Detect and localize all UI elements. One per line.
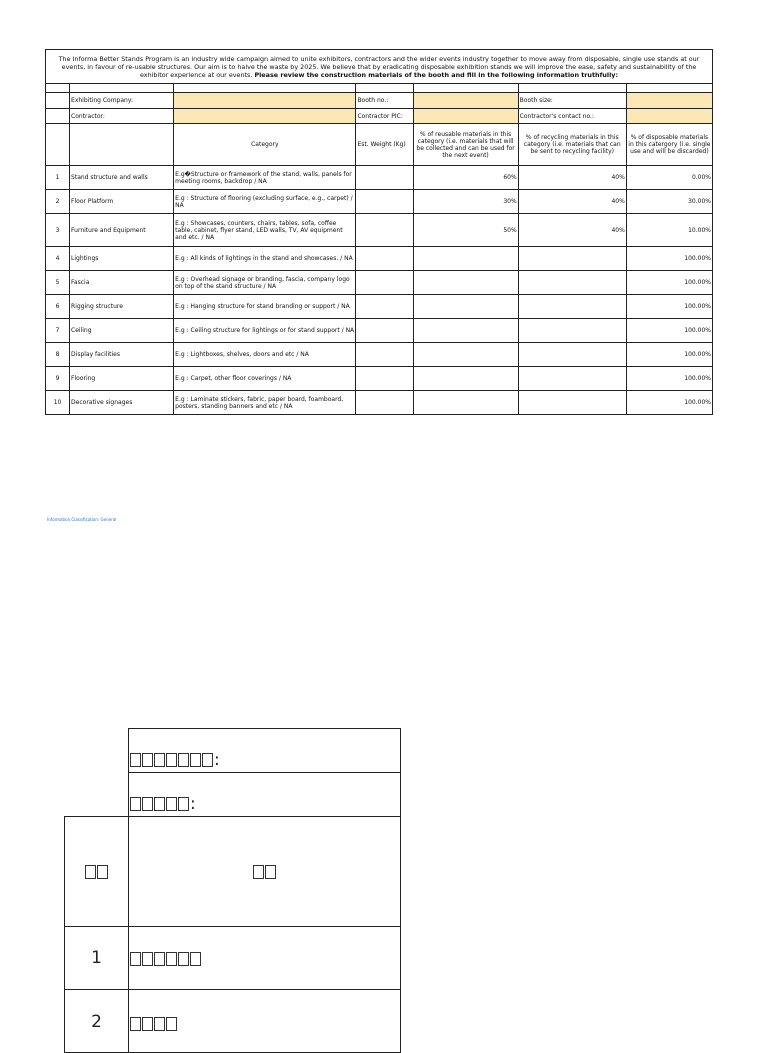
intro-instruction: Please review the construction materials of the booth and fill in the following information truthfully:	[254, 70, 619, 79]
row-reusable-percent[interactable]	[413, 247, 518, 271]
row-recycling-percent[interactable]	[518, 391, 626, 415]
row-weight-input[interactable]	[356, 214, 413, 247]
row-category-name: Decorative signages	[70, 391, 174, 415]
chinese-form-fragment	[64, 728, 401, 1053]
row-weight-input[interactable]	[356, 271, 413, 295]
row-reusable-percent[interactable]	[413, 295, 518, 319]
row-number: 10	[46, 391, 70, 415]
cn-row-2-no: 2	[65, 990, 129, 1053]
row-weight-input[interactable]	[356, 319, 413, 343]
table-row	[46, 214, 713, 247]
row-reusable-percent[interactable]: 50%	[413, 214, 518, 247]
row-number: 5	[46, 271, 70, 295]
row-recycling-percent[interactable]	[518, 319, 626, 343]
row-disposable-percent: 100.00%	[626, 319, 712, 343]
row-disposable-percent: 100.00%	[626, 367, 712, 391]
row-category-example: E.g : Structure of flooring (excluding surface, e.g., carpet) / NA	[174, 190, 356, 214]
row-recycling-percent[interactable]: 40%	[518, 190, 626, 214]
row-category-example: E.g�Structure or framework of the stand, walls, panels for meeting rooms, backdrop / NA	[174, 166, 356, 190]
row-weight-input[interactable]	[356, 247, 413, 271]
exhibiting-company-input[interactable]	[174, 93, 356, 109]
row-disposable-percent: 100.00%	[626, 391, 712, 415]
row-number: 2	[46, 190, 70, 214]
category-header: Category	[174, 124, 356, 166]
intro-text	[46, 50, 713, 84]
table-row	[46, 190, 713, 214]
row-number: 3	[46, 214, 70, 247]
table-row	[46, 391, 713, 415]
stand-materials-form	[45, 49, 713, 415]
row-reusable-percent[interactable]: 30%	[413, 190, 518, 214]
row-disposable-percent: 100.00%	[626, 343, 712, 367]
table-row	[46, 319, 713, 343]
cn-category-header	[129, 817, 401, 927]
table-row	[46, 247, 713, 271]
row-reusable-percent[interactable]	[413, 343, 518, 367]
booth-size-label: Booth size:	[518, 93, 626, 109]
cn-row-1-no: 1	[65, 927, 129, 990]
row-weight-input[interactable]	[356, 166, 413, 190]
row-number: 6	[46, 295, 70, 319]
recycling-header: % of recycling materials in this category (i.e. materials that can be sent to recycling facility)	[518, 124, 626, 166]
row-disposable-percent: 10.00%	[626, 214, 712, 247]
row-category-example: E.g : Showcases, counters, chairs, tables, sofa, coffee table, cabinet, flyer stand, LED walls, TV, AV equipment and etc. / NA	[174, 214, 356, 247]
row-weight-input[interactable]	[356, 391, 413, 415]
table-row	[46, 343, 713, 367]
contractor-pic-input[interactable]	[413, 109, 518, 124]
table-row	[46, 271, 713, 295]
row-category-name: Floor Platform	[70, 190, 174, 214]
row-recycling-percent[interactable]	[518, 247, 626, 271]
cn-row-2-category	[129, 990, 401, 1053]
row-number: 1	[46, 166, 70, 190]
intro-body: The Informa Better Stands Program is an industry wide campaign aimed to unite exhibitors, contractors and the wider events industry together to move away from disposable, single use stands at our events, in favour of re-usable structures. Our aim is to halve the waste by 2025. We believe that by eradicating disposable exhibition stands we will improve the ease, safety and sustainability of the exhibitor experience at our events.	[58, 54, 700, 79]
row-weight-input[interactable]	[356, 295, 413, 319]
reusable-header: % of reusable materials in this category (i.e. materials that will be collected and can be used for the next event)	[413, 124, 518, 166]
row-category-name: Rigging structure	[70, 295, 174, 319]
cn-contractor-field[interactable]: :	[129, 773, 401, 817]
row-weight-input[interactable]	[356, 190, 413, 214]
information-classification: Information Classification: General	[47, 517, 117, 522]
row-recycling-percent[interactable]	[518, 367, 626, 391]
row-category-example: E.g : Overhead signage or branding, fascia, company logo on top of the stand structure / NA	[174, 271, 356, 295]
row-disposable-percent: 0.00%	[626, 166, 712, 190]
row-recycling-percent[interactable]: 40%	[518, 214, 626, 247]
contractor-contact-input[interactable]	[626, 109, 712, 124]
contractor-contact-label: Contractor's contact no.:	[518, 109, 626, 124]
row-category-name: Flooring	[70, 367, 174, 391]
row-category-example: E.g : All kinds of lightings in the stand and showcases. / NA	[174, 247, 356, 271]
row-category-name: Stand structure and walls	[70, 166, 174, 190]
disposable-header: % of disposable materials in this catergory (i.e. single use and will be discarded)	[626, 124, 712, 166]
row-weight-input[interactable]	[356, 367, 413, 391]
spacer-row	[46, 84, 713, 93]
booth-size-input[interactable]	[626, 93, 712, 109]
table-row	[46, 295, 713, 319]
booth-no-label: Booth no.:	[356, 93, 413, 109]
weight-header: Est. Weight (Kg)	[356, 124, 413, 166]
row-category-name: Lightings	[70, 247, 174, 271]
row-category-example: E.g : Ceiling structure for lightings or for stand support / NA	[174, 319, 356, 343]
row-number: 9	[46, 367, 70, 391]
row-recycling-percent[interactable]: 40%	[518, 166, 626, 190]
row-category-example: E.g : Carpet, other floor coverings / NA	[174, 367, 356, 391]
row-disposable-percent: 100.00%	[626, 271, 712, 295]
row-recycling-percent[interactable]	[518, 343, 626, 367]
row-reusable-percent[interactable]: 60%	[413, 166, 518, 190]
row-category-example: E.g : Laminate stickers, fabric, paper board, foamboard, posters, standing banners and etc / NA	[174, 391, 356, 415]
row-category-name: Fascia	[70, 271, 174, 295]
row-category-name: Furniture and Equipment	[70, 214, 174, 247]
company-row	[46, 93, 713, 109]
cn-no-header	[65, 817, 129, 927]
row-category-example: E.g : Hanging structure for stand branding or support / NA	[174, 295, 356, 319]
booth-no-input[interactable]	[413, 93, 518, 109]
row-disposable-percent: 30.00%	[626, 190, 712, 214]
row-number: 8	[46, 343, 70, 367]
row-reusable-percent[interactable]	[413, 271, 518, 295]
cn-company-field[interactable]: :	[129, 729, 401, 773]
row-disposable-percent: 100.00%	[626, 295, 712, 319]
row-disposable-percent: 100.00%	[626, 247, 712, 271]
contractor-input[interactable]	[174, 109, 356, 124]
row-category-example: E.g : Lightboxes, shelves, doors and etc / NA	[174, 343, 356, 367]
cn-row-1-category	[129, 927, 401, 990]
table-row	[46, 367, 713, 391]
table-row	[46, 166, 713, 190]
header-row	[46, 124, 713, 166]
row-reusable-percent[interactable]	[413, 391, 518, 415]
row-weight-input[interactable]	[356, 343, 413, 367]
contractor-row	[46, 109, 713, 124]
row-category-name: Display facilities	[70, 343, 174, 367]
row-category-name: Ceiling	[70, 319, 174, 343]
contractor-pic-label: Contractor PIC:	[356, 109, 413, 124]
row-number: 7	[46, 319, 70, 343]
row-reusable-percent[interactable]	[413, 319, 518, 343]
row-reusable-percent[interactable]	[413, 367, 518, 391]
row-number: 4	[46, 247, 70, 271]
contractor-label: Contractor:	[70, 109, 174, 124]
row-recycling-percent[interactable]	[518, 295, 626, 319]
row-recycling-percent[interactable]	[518, 271, 626, 295]
exhibiting-company-label: Exhibiting Company:	[70, 93, 174, 109]
